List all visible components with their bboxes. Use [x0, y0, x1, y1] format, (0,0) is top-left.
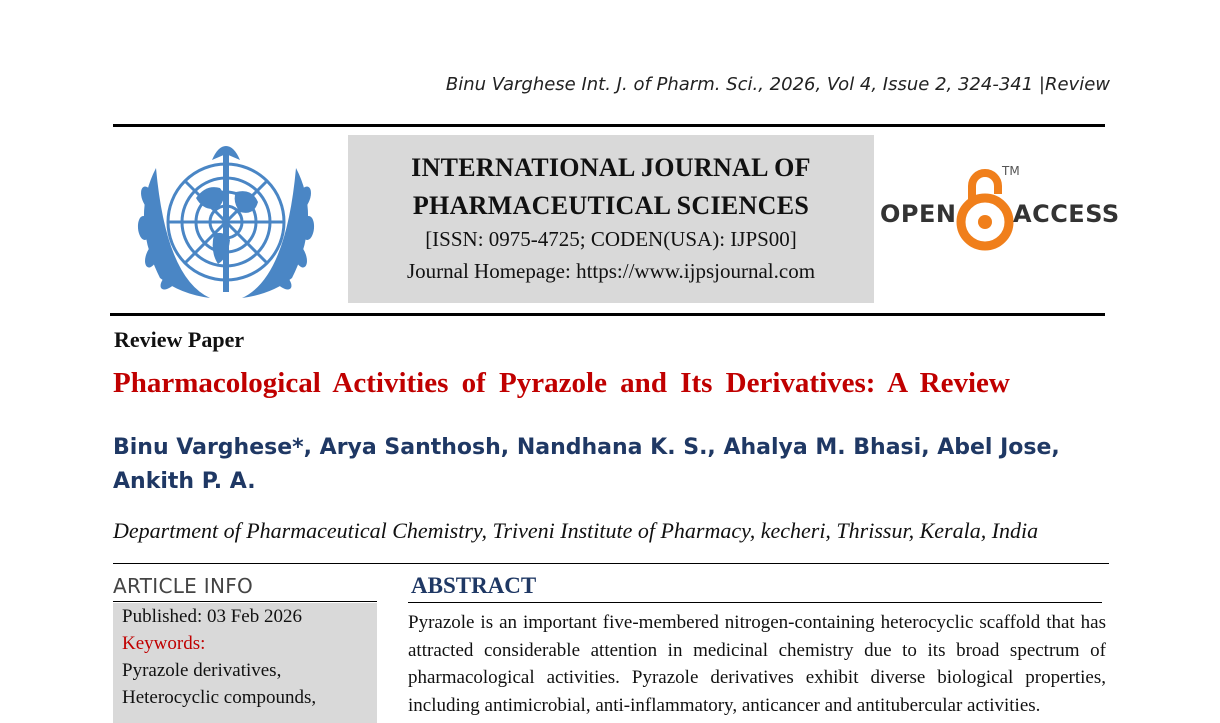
journal-masthead [348, 135, 874, 303]
abstract-line: Pyrazole is an important five-membered nitrogen-containing heterocyclic scaffold that [408, 612, 1075, 633]
author-list [113, 431, 1073, 499]
author-affiliation: Department of Pharmaceutical Chemistry, Triveni Institute of Pharmacy, kecheri, Thrissur, Kerala, India [113, 518, 1039, 543]
article-info-rule [113, 601, 377, 602]
open-access-logo [880, 160, 1120, 256]
abstract-line: pharmacological activities. Pyrazole derivatives exhibit diverse biological properties, [408, 667, 1106, 688]
open-access-access-label: ACCESS [1013, 200, 1120, 228]
header-rule-top [113, 124, 1105, 127]
paper-title: Pharmacological Activities of Pyrazole and Its Derivatives: A Review [113, 367, 1010, 399]
journal-homepage-link[interactable]: Journal Homepage: https://www.ijpsjournal.com [406, 259, 816, 283]
author-list-line2: Ankith P. A. [113, 469, 256, 494]
journal-citation: Binu Varghese Int. J. of Pharm. Sci., 2026, Vol 4, Issue 2, 324-341 |Review [445, 74, 1110, 95]
journal-issn: [ISSN: 0975-4725; CODEN(USA): IJPS00] [425, 227, 797, 251]
header-rule-bottom [110, 313, 1105, 316]
trademark-label: TM [1002, 164, 1020, 178]
abstract-rule [408, 602, 1102, 603]
article-info-heading: ARTICLE INFO [113, 574, 254, 598]
abstract-line: has attracted considerable attention in medicinal chemistry due to its broad spectrum of [408, 612, 1106, 661]
journal-title-line1: INTERNATIONAL JOURNAL OF [411, 153, 811, 182]
affiliation-divider [113, 563, 1109, 564]
abstract-heading: ABSTRACT [411, 573, 537, 598]
paper-type-label: Review Paper [114, 327, 245, 352]
published-date: Published: 03 Feb 2026 [122, 606, 302, 627]
keywords-label: Keywords: [122, 633, 206, 654]
journal-emblem-logo [126, 138, 326, 306]
abstract-body [408, 609, 1106, 719]
article-info-panel [113, 603, 377, 723]
journal-title [348, 149, 874, 225]
author-list-line1: Binu Varghese*, Arya Santhosh, Nandhana K. S., Ahalya M. Bhasi, Abel Jose, [113, 435, 1060, 460]
open-access-open-label: OPEN [880, 200, 957, 228]
journal-title-line2: PHARMACEUTICAL SCIENCES [412, 191, 810, 220]
keyword-item: Pyrazole derivatives, [122, 660, 282, 681]
keyword-item: Heterocyclic compounds, [122, 687, 317, 708]
abstract-line: including antimicrobial, anti-inflammatory, anticancer and antitubercular activities. [408, 694, 1041, 716]
